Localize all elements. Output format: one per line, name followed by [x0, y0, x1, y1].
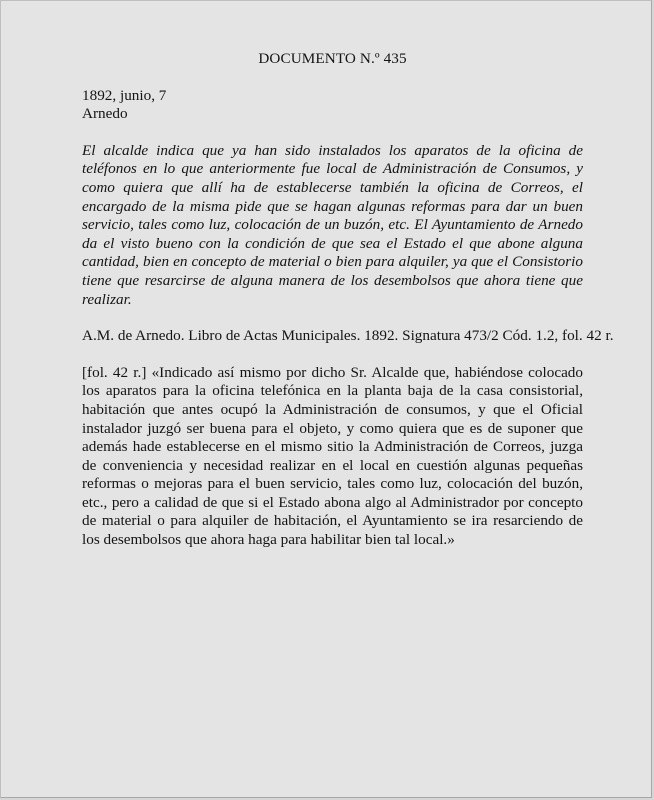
- document-summary: El alcalde indica que ya han sido instalados los aparatos de la oficina de teléfonos en lo que anteriormente fue local de Administración de Consumos, y como quiera que allí ha de establecerse también la oficina de Correos, el encargado de la misma pide que se hagan algunas reformas para dar un buen servicio, tales como luz, colocación de un buzón, etc. El Ayuntamiento de Arnedo da el visto bueno con la condición de que sea el Estado el que abone alguna cantidad, bien en concepto de material o bien para alquiler, ya que el Consistorio tiene que resarcirse de alguna manera de los desembolsos que ahora tiene que realizar.: [82, 141, 583, 308]
- date-place-block: [82, 87, 583, 124]
- document-transcription: [fol. 42 r.] «Indicado así mismo por dicho Sr. Alcalde que, habiéndose colocado los aparatos para la oficina telefónica en la planta baja de la casa consistorial, habitación que antes ocupó la Administración de consumos, y que el Oficial instalador juzgó ser buena para el objeto, y como quiera que es de suponer que además hade establecerse en el mismo sitio la Administración de Correos, juzga de conveniencia y necesidad realizar en el local en cuestión algunas pequeñas reformas o mejoras para el buen servicio, tales como luz, colocación del buzón, etc., pero a calidad de que si el Estado abona algo al Administrador por concepto de material o para alquiler de habitación, el Ayuntamiento se ira resarciendo de los desembolsos que ahora haga para habilitar bien tal local.»: [82, 363, 583, 549]
- document-source: A.M. de Arnedo. Libro de Actas Municipales. 1892. Signatura 473/2 Cód. 1.2, fol. 42 r.: [82, 327, 614, 345]
- document-title: DOCUMENTO N.º 435: [258, 50, 407, 67]
- document-date: 1892, junio, 7: [82, 86, 167, 104]
- document-place: Arnedo: [82, 105, 128, 123]
- document-content: [82, 50, 614, 550]
